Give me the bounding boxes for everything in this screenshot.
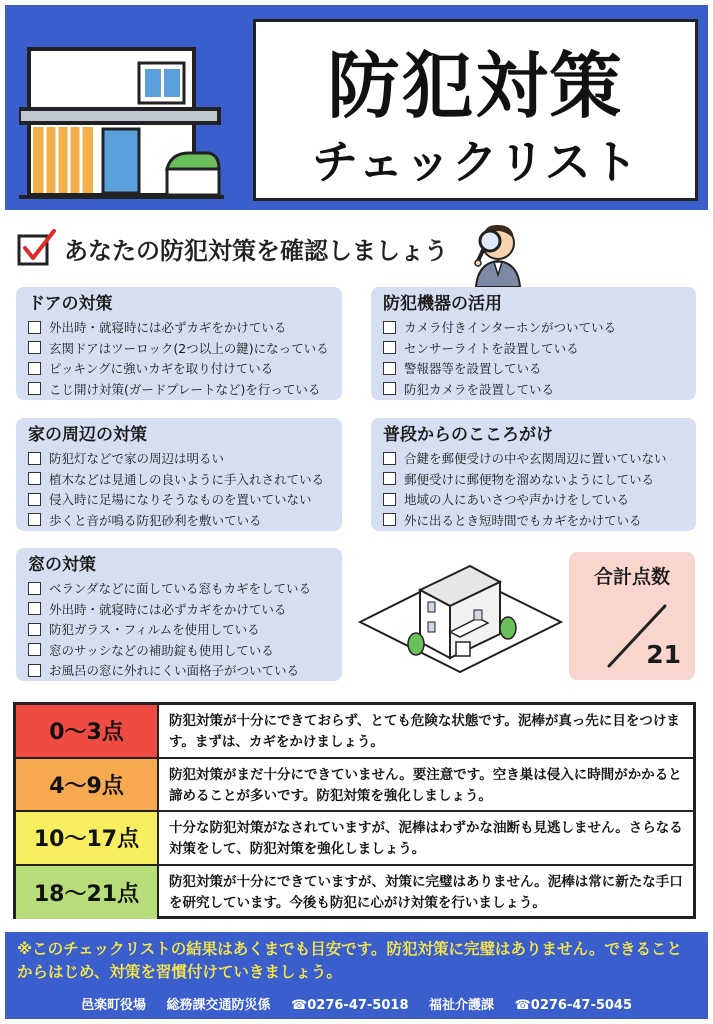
checklist-item[interactable]: カメラ付きインターホンがついている bbox=[383, 317, 686, 338]
checkbox[interactable] bbox=[28, 513, 41, 526]
checkbox[interactable] bbox=[28, 382, 41, 395]
isometric-house-icon bbox=[358, 550, 563, 675]
score-total: 21 bbox=[646, 640, 681, 669]
checkbox[interactable] bbox=[383, 452, 396, 465]
phone-number[interactable]: ☎0276-47-5018 bbox=[291, 998, 409, 1013]
checkbox[interactable] bbox=[28, 452, 41, 465]
result-description: 十分な防犯対策がなされていますが、泥棒はわずかな油断も見逃しません。さらなる対策をして、防犯対策を強化しましょう。 bbox=[169, 820, 683, 857]
category-window bbox=[16, 548, 342, 681]
checkbox[interactable] bbox=[383, 382, 396, 395]
checkbox[interactable] bbox=[28, 664, 41, 677]
checkbox[interactable] bbox=[28, 362, 41, 375]
checklist-item[interactable]: 郵便受けに郵便物を溜めないようにしている bbox=[383, 469, 686, 490]
phone-number[interactable]: ☎0276-47-5045 bbox=[514, 998, 633, 1013]
checklist-item[interactable]: 外出時・就寝時には必ずカギをかけている bbox=[28, 599, 332, 620]
checklist-item[interactable]: 防犯ガラス・フィルムを使用している bbox=[28, 619, 332, 640]
result-row bbox=[16, 705, 693, 759]
category-title: 家の周辺の対策 bbox=[28, 425, 147, 445]
footer-note: ※このチェックリストの結果はあくまでも目安です。防犯対策に完璧はありません。できることからはじめ、対策を習慣付けていきましょう。 bbox=[17, 940, 682, 981]
heading-text: あなたの防犯対策を確認しましょう bbox=[64, 236, 448, 265]
checkbox[interactable] bbox=[383, 341, 396, 354]
checkbox[interactable] bbox=[28, 321, 41, 334]
category-house-surroundings bbox=[16, 418, 342, 531]
checklist-item[interactable]: ピッキングに強いカギを取り付けている bbox=[28, 358, 332, 379]
checkbox[interactable] bbox=[383, 362, 396, 375]
checkbox[interactable] bbox=[383, 472, 396, 485]
result-row bbox=[16, 866, 693, 920]
checklist-item[interactable]: 防犯カメラを設置している bbox=[383, 379, 686, 400]
checkbox[interactable] bbox=[383, 513, 396, 526]
checkbox[interactable] bbox=[28, 493, 41, 506]
checklist-item[interactable]: センサーライトを設置している bbox=[383, 338, 686, 359]
checklist-item[interactable]: ベランダなどに面している窓もカギをしている bbox=[28, 578, 332, 599]
page-subtitle: チェックリスト bbox=[312, 135, 639, 189]
footer-banner bbox=[5, 932, 708, 1019]
dept-name: 福祉介護課 bbox=[429, 998, 495, 1013]
checkbox[interactable] bbox=[28, 623, 41, 636]
checklist-item[interactable]: 防犯灯などで家の周辺は明るい bbox=[28, 448, 332, 469]
result-row bbox=[16, 812, 693, 866]
result-description: 防犯対策が十分にできていますが、対策に完璧はありません。泥棒は常に新たな手口を研究しています。今後も防犯に心がけ対策を行いましょう。 bbox=[169, 873, 683, 911]
dept-name: 総務課交通防災係 bbox=[166, 998, 271, 1013]
checklist-item[interactable]: 警報器等を設置している bbox=[383, 358, 686, 379]
category-title: 窓の対策 bbox=[28, 555, 96, 575]
result-range: 10～17点 bbox=[16, 812, 159, 864]
checkbox[interactable] bbox=[383, 493, 396, 506]
result-row bbox=[16, 759, 693, 813]
checklist-item[interactable]: 植木などは見通しの良いように手入れされている bbox=[28, 469, 332, 490]
result-description: 防犯対策がまだ十分にできていません。要注意です。空き巣は侵入に時間がかかると諦めることが多いです。防犯対策を強化しましょう。 bbox=[169, 766, 682, 804]
checklist-item[interactable]: 玄関ドアはツーロック(2つ以上の鍵)になっている bbox=[28, 338, 332, 359]
checkbox[interactable] bbox=[383, 321, 396, 334]
checkbox[interactable] bbox=[28, 582, 41, 595]
checklist-item[interactable]: 地域の人にあいさつや声かけをしている bbox=[383, 489, 686, 510]
checkbox[interactable] bbox=[28, 602, 41, 615]
title-box bbox=[253, 19, 698, 201]
checklist-item[interactable]: 窓のサッシなどの補助錠も使用している bbox=[28, 640, 332, 661]
result-range: 4～9点 bbox=[16, 759, 159, 811]
checkbox[interactable] bbox=[28, 341, 41, 354]
category-security-devices bbox=[371, 287, 696, 400]
score-label: 合計点数 bbox=[593, 566, 670, 588]
category-title: 普段からのこころがけ bbox=[383, 425, 553, 445]
checklist-item[interactable]: 合鍵を郵便受けの中や玄関周辺に置いていない bbox=[383, 448, 686, 469]
checkbox[interactable] bbox=[28, 643, 41, 656]
checklist-item[interactable]: 外出時・就寝時には必ずカギをかけている bbox=[28, 317, 332, 338]
house-illustration-icon bbox=[19, 41, 224, 201]
category-title: 防犯機器の活用 bbox=[383, 294, 502, 314]
header-banner bbox=[5, 5, 708, 210]
result-range: 0～3点 bbox=[16, 705, 159, 757]
results-table bbox=[13, 702, 696, 919]
page-title: 防犯対策 bbox=[327, 44, 624, 128]
checklist-item[interactable]: お風呂の窓に外れにくい面格子がついている bbox=[28, 660, 332, 681]
score-box bbox=[569, 552, 695, 680]
investigator-person-icon bbox=[468, 215, 528, 287]
checklist-item[interactable]: こじ開け対策(ガードプレートなど)を行っている bbox=[28, 379, 332, 400]
result-description: 防犯対策が十分にできておらず、とても危険な状態です。泥棒が真っ先に目をつけます。まずは、カギをかけましょう。 bbox=[169, 713, 680, 750]
red-check-icon bbox=[16, 228, 56, 268]
category-title: ドアの対策 bbox=[28, 294, 113, 314]
checkbox[interactable] bbox=[28, 472, 41, 485]
section-heading bbox=[16, 228, 448, 268]
checklist-item[interactable]: 外に出るとき短時間でもカギをかけている bbox=[383, 510, 686, 531]
category-daily-habits bbox=[371, 418, 696, 531]
checklist-item[interactable]: 歩くと音が鳴る防犯砂利を敷いている bbox=[28, 510, 332, 531]
contact-info bbox=[5, 994, 708, 1013]
result-range: 18～21点 bbox=[16, 866, 159, 920]
checklist-item[interactable]: 侵入時に足場になりそうなものを置いていない bbox=[28, 489, 332, 510]
category-door bbox=[16, 287, 342, 400]
org-name: 邑楽町役場 bbox=[80, 998, 146, 1013]
